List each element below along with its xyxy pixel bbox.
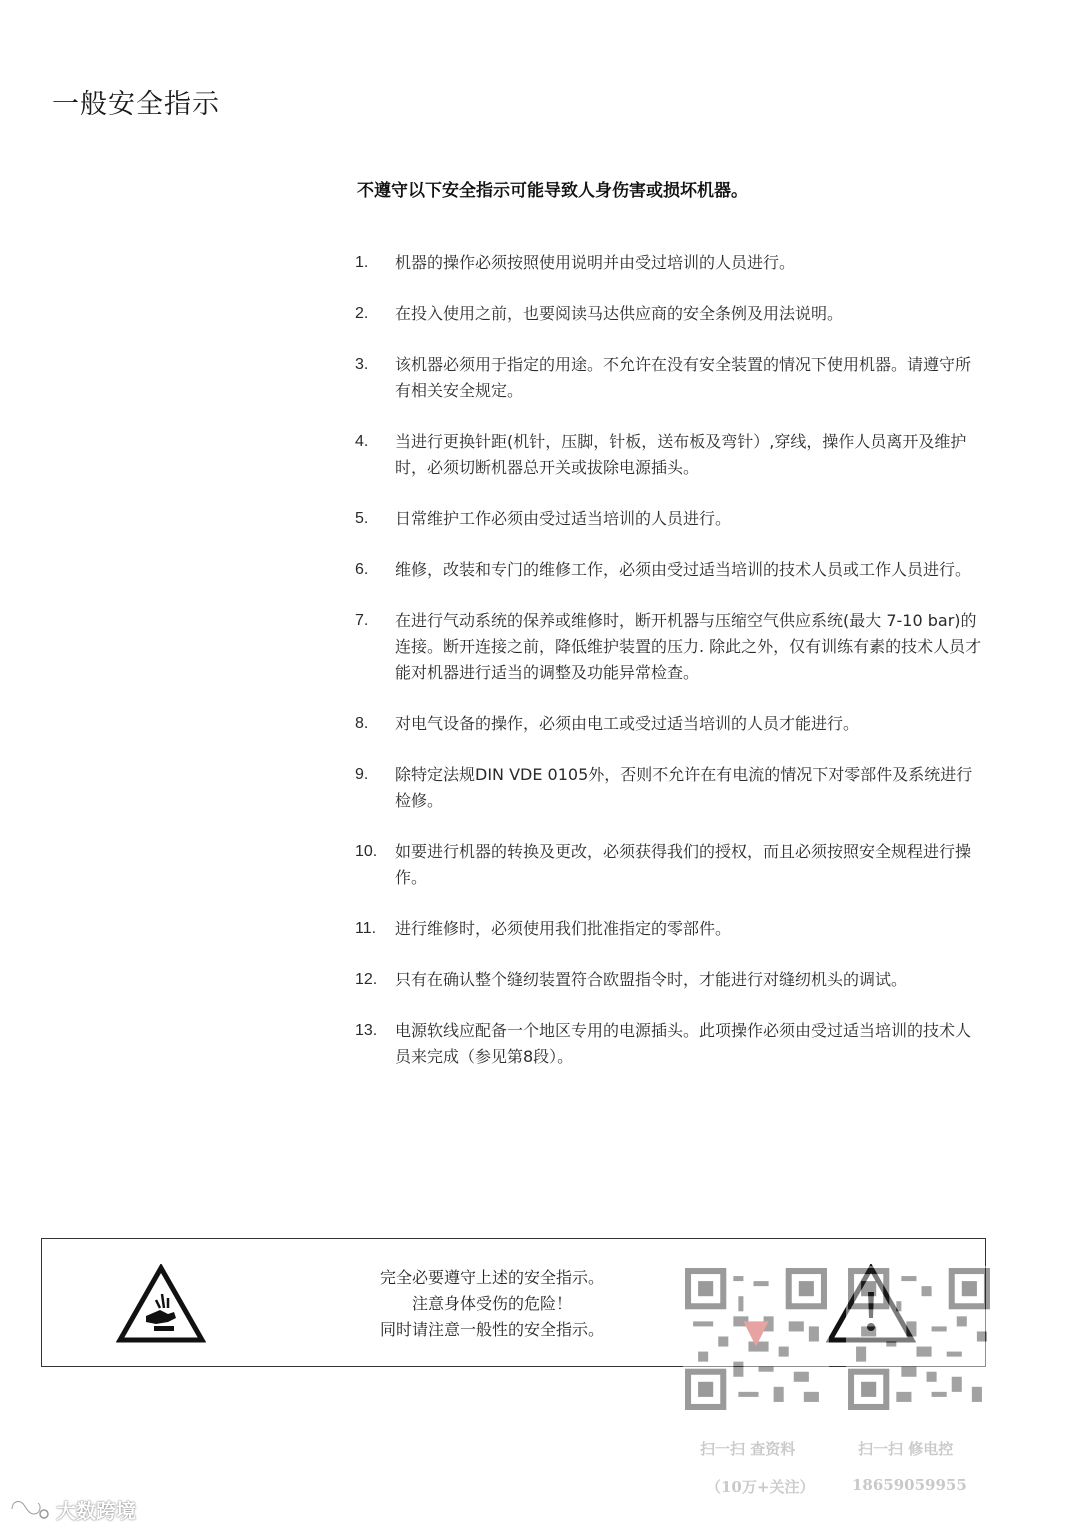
qr-left-subcaption: （10万+关注） — [706, 1478, 815, 1496]
rule-text: 进行维修时，必须使用我们批准指定的零部件。 — [395, 919, 732, 938]
list-item — [355, 711, 985, 737]
page-title: 一般安全指示 — [52, 89, 220, 120]
rule-text: 机器的操作必须按照使用说明并由受过培训的人员进行。 — [395, 253, 796, 272]
list-item — [355, 1018, 985, 1070]
list-item — [355, 608, 985, 686]
qr-code-left — [683, 1266, 829, 1412]
list-item — [355, 506, 985, 532]
qr-right-phone: 18659059955 — [852, 1476, 967, 1494]
rule-number: 2. — [355, 305, 369, 322]
list-item — [355, 301, 985, 327]
rule-text: 如要进行机器的转换及更改，必须获得我们的授权，而且必须按照安全规程进行操作。 — [395, 842, 972, 887]
list-item — [355, 916, 985, 942]
watermark — [6, 1494, 136, 1524]
rule-text: 日常维护工作必须由受过适当培训的人员进行。 — [395, 509, 732, 528]
rule-text: 维修，改装和专门的维修工作，必须由受过适当培训的技术人员或工作人员进行。 — [395, 560, 972, 579]
rule-number: 5. — [355, 510, 369, 527]
list-item — [355, 839, 985, 891]
watermark-logo-icon — [6, 1496, 50, 1522]
rule-text: 在投入使用之前，也要阅读马达供应商的安全条例及用法说明。 — [395, 304, 844, 323]
list-item — [355, 250, 985, 276]
watermark-text: 大数跨境 — [56, 1498, 136, 1523]
rule-text: 当进行更换针距(机针，压脚，针板，送布板及弯针）,穿线，操作人员离开及维护时，必须切断机器总开关或拔除电源插头。 — [395, 432, 967, 477]
rule-number: 10. — [355, 843, 378, 860]
notice-text — [342, 1265, 642, 1343]
list-item — [355, 557, 985, 583]
notice-line-2: 注意身体受伤的危险！ — [411, 1294, 572, 1313]
safety-lead-warning: 不遵守以下安全指示可能导致人身伤害或损坏机器。 — [357, 181, 748, 201]
rule-number: 9. — [355, 766, 369, 783]
rule-number: 1. — [355, 254, 369, 271]
list-item — [355, 429, 985, 481]
rule-number: 13. — [355, 1022, 378, 1039]
rule-text: 只有在确认整个缝纫装置符合欧盟指令时，才能进行对缝纫机头的调试。 — [395, 970, 908, 989]
rule-number: 6. — [355, 561, 369, 578]
list-item — [355, 967, 985, 993]
rule-number: 4. — [355, 433, 369, 450]
rule-text: 在进行气动系统的保养或维修时，断开机器与压缩空气供应系统(最大 7-10 bar)的连接。断开连接之前，降低维护装置的压力. 除此之外，仅有训练有素的技术人员才能对机器进行适当的调整及功能异常检查。 — [395, 611, 982, 682]
notice-line-3: 同时请注意一般性的安全指示。 — [379, 1320, 604, 1339]
rule-text: 对电气设备的操作，必须由电工或受过适当培训的人员才能进行。 — [395, 714, 860, 733]
safety-rules-list — [355, 250, 985, 1095]
safety-notice-box — [41, 1238, 986, 1367]
qr-right-caption: 扫一扫 修电控 — [858, 1440, 954, 1458]
qr-left-caption: 扫一扫 查资料 — [700, 1440, 796, 1458]
rule-number: 11. — [355, 920, 377, 937]
rule-number: 7. — [355, 612, 369, 629]
hand-injury-warning-icon — [116, 1264, 206, 1344]
qr-code-right — [846, 1266, 992, 1412]
rule-text: 电源软线应配备一个地区专用的电源插头。此项操作必须由受过适当培训的技术人员来完成（参见第8段）。 — [395, 1021, 972, 1066]
list-item — [355, 762, 985, 814]
rule-text: 除特定法规DIN VDE 0105外，否则不允许在有电流的情况下对零部件及系统进行检修。 — [395, 765, 973, 810]
rule-number: 8. — [355, 715, 369, 732]
rule-number: 12. — [355, 971, 378, 988]
notice-line-1: 完全必要遵守上述的安全指示。 — [379, 1268, 604, 1287]
rule-text: 该机器必须用于指定的用途。不允许在没有安全装置的情况下使用机器。请遵守所有相关安全规定。 — [395, 355, 972, 400]
list-item — [355, 352, 985, 404]
rule-number: 3. — [355, 356, 369, 373]
